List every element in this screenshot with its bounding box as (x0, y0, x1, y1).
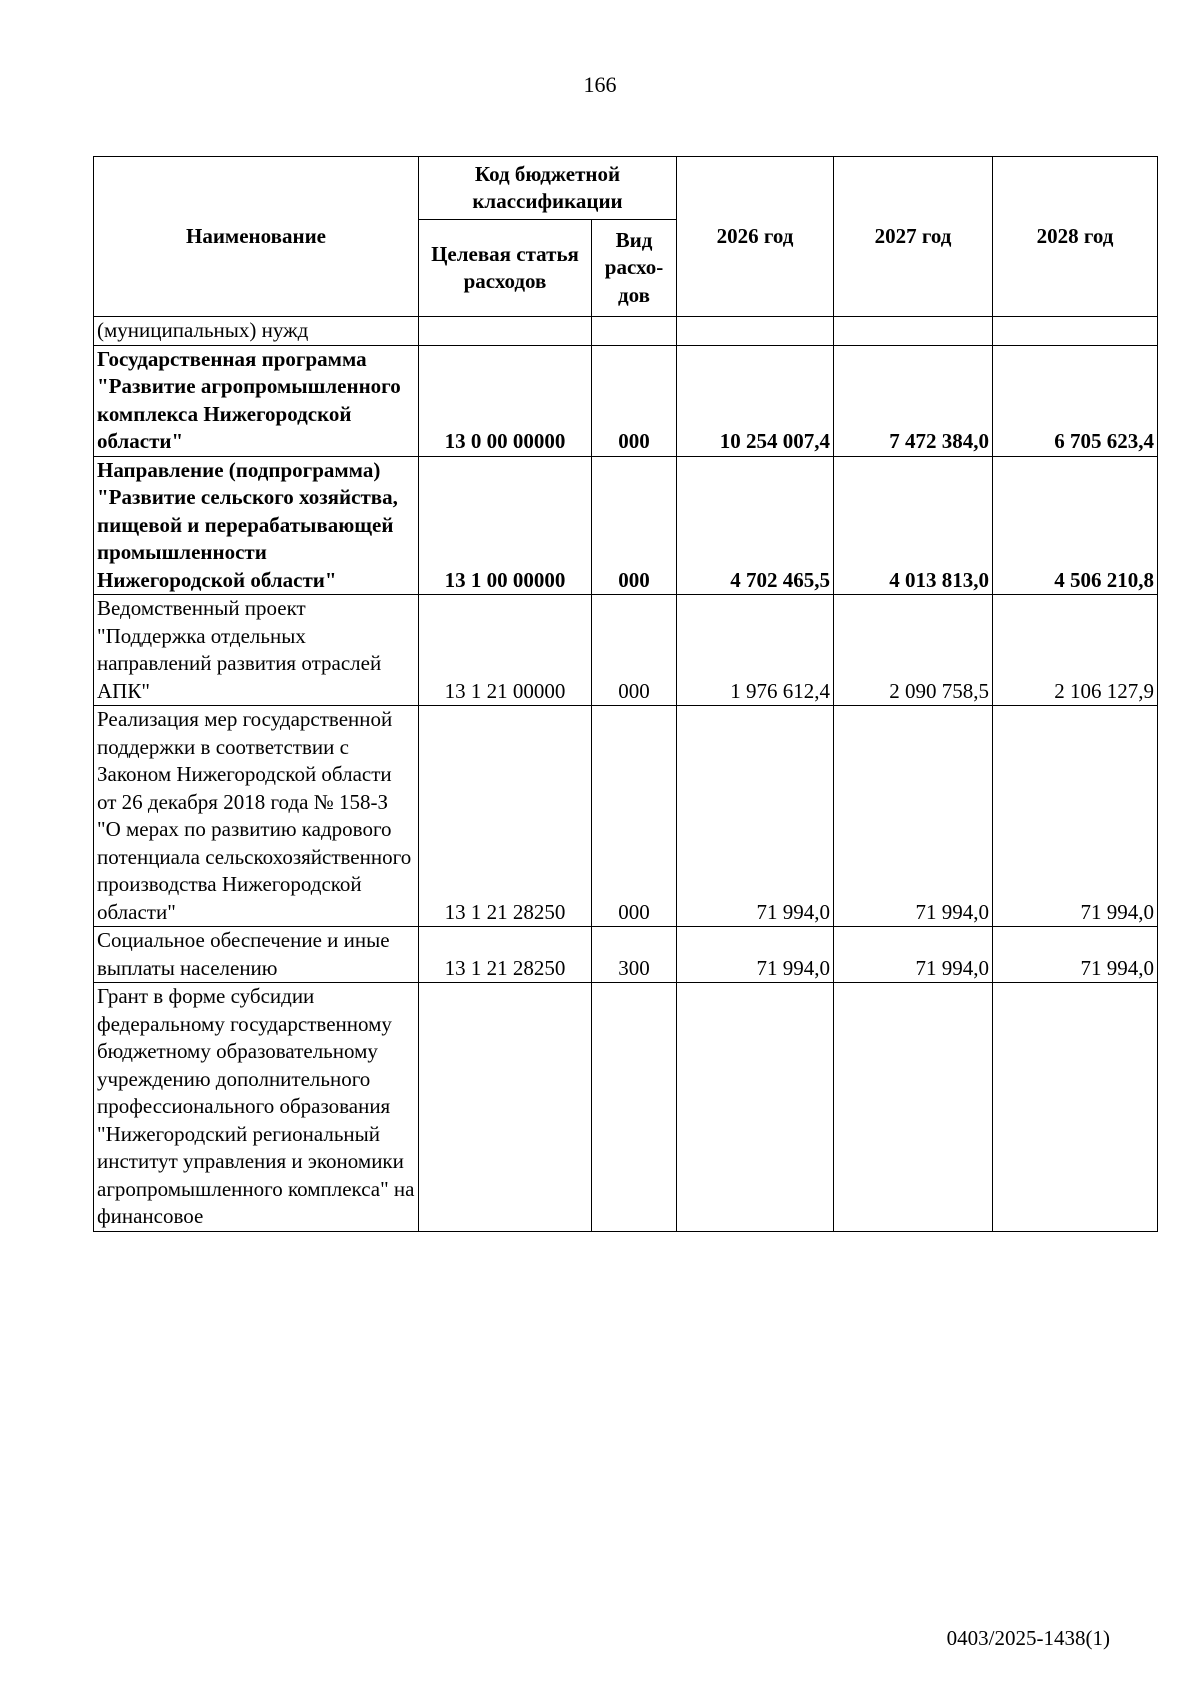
row-2028: 6 705 623,4 (993, 345, 1158, 456)
row-2027: 7 472 384,0 (834, 345, 993, 456)
header-target-article: Целевая статья расходов (419, 220, 592, 317)
header-code-group: Код бюджетной классификации (419, 157, 677, 220)
row-2027: 2 090 758,5 (834, 595, 993, 706)
row-code: 13 0 00 00000 (419, 345, 592, 456)
header-expense-type: Вид расхо-дов (592, 220, 677, 317)
row-vid: 000 (592, 345, 677, 456)
header-2027: 2027 год (834, 157, 993, 317)
row-2028 (993, 983, 1158, 1232)
row-2026: 71 994,0 (677, 927, 834, 983)
row-2027 (834, 983, 993, 1232)
row-2028: 71 994,0 (993, 927, 1158, 983)
row-2026 (677, 983, 834, 1232)
row-name: Направление (подпрограмма) "Развитие сельского хозяйства, пищевой и перерабатывающей промышленности Нижегородской области" (94, 456, 419, 595)
row-vid: 000 (592, 595, 677, 706)
header-2028: 2028 год (993, 157, 1158, 317)
budget-table (93, 156, 1158, 1232)
row-2028: 4 506 210,8 (993, 456, 1158, 595)
row-2028: 71 994,0 (993, 706, 1158, 927)
row-code (419, 983, 592, 1232)
row-name: Грант в форме субсидии федеральному государственному бюджетному образовательному учреждению дополнительного профессионального образования "Нижегородский региональный институт управления и экономики агропромышленного комплекса" на финансовое (94, 983, 419, 1232)
row-code: 13 1 21 28250 (419, 706, 592, 927)
row-vid (592, 317, 677, 346)
header-2026: 2026 год (677, 157, 834, 317)
table-row (94, 456, 1158, 595)
row-2027 (834, 317, 993, 346)
row-vid: 000 (592, 706, 677, 927)
document-id: 0403/2025-1438(1) (946, 1626, 1110, 1650)
table-row (94, 706, 1158, 927)
table-row (94, 317, 1158, 346)
row-2027: 71 994,0 (834, 706, 993, 927)
row-2026: 1 976 612,4 (677, 595, 834, 706)
table-row (94, 983, 1158, 1232)
table-row (94, 345, 1158, 456)
header-name: Наименование (94, 157, 419, 317)
row-name: Социальное обеспечение и иные выплаты населению (94, 927, 419, 983)
row-name: (муниципальных) нужд (94, 317, 419, 346)
row-vid: 300 (592, 927, 677, 983)
row-code: 13 1 21 28250 (419, 927, 592, 983)
row-code (419, 317, 592, 346)
row-vid: 000 (592, 456, 677, 595)
row-code: 13 1 21 00000 (419, 595, 592, 706)
row-2026: 71 994,0 (677, 706, 834, 927)
row-2027: 71 994,0 (834, 927, 993, 983)
page-number: 166 (583, 72, 617, 97)
table-row (94, 927, 1158, 983)
row-2028 (993, 317, 1158, 346)
row-2026: 10 254 007,4 (677, 345, 834, 456)
row-2026 (677, 317, 834, 346)
row-name: Государственная программа "Развитие агропромышленного комплекса Нижегородской области" (94, 345, 419, 456)
row-name: Реализация мер государственной поддержки в соответствии с Законом Нижегородской области от 26 декабря 2018 года № 158-З "О мерах по развитию кадрового потенциала сельскохозяйственного производства Нижегородской области" (94, 706, 419, 927)
row-name: Ведомственный проект "Поддержка отдельных направлений развития отраслей АПК" (94, 595, 419, 706)
row-2026: 4 702 465,5 (677, 456, 834, 595)
row-vid (592, 983, 677, 1232)
row-code: 13 1 00 00000 (419, 456, 592, 595)
row-2028: 2 106 127,9 (993, 595, 1158, 706)
row-2027: 4 013 813,0 (834, 456, 993, 595)
table-row (94, 595, 1158, 706)
